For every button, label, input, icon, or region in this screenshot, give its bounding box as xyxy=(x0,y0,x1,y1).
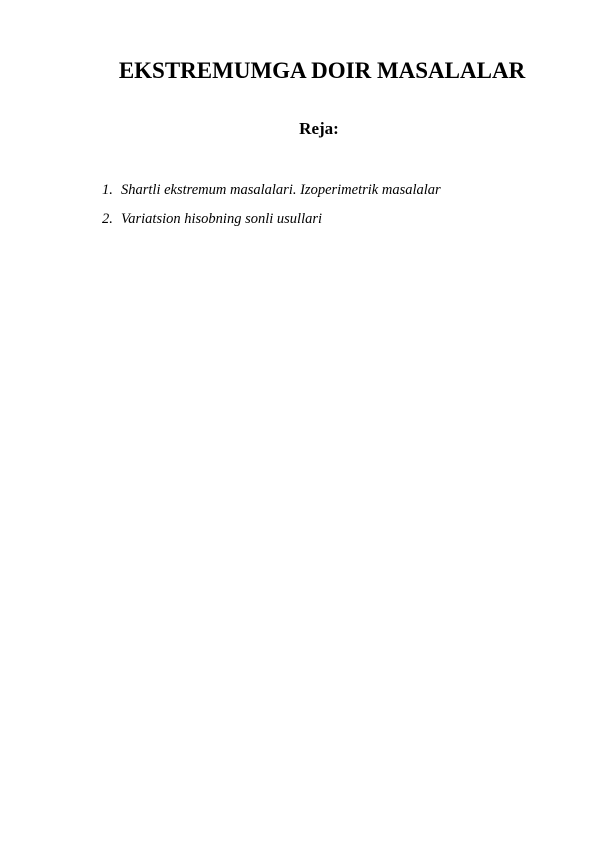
plan-item-text: Shartli ekstremum masalalari. Izoperimetrik masalalar xyxy=(121,182,441,198)
plan-item-number: 1. xyxy=(102,182,113,198)
plan-item-2 xyxy=(102,210,441,239)
plan-list xyxy=(102,181,441,239)
plan-heading: Reja: xyxy=(299,119,339,138)
plan-item-1 xyxy=(102,181,441,210)
document-title: EKSTREMUMGA DOIR MASALALAR xyxy=(118,58,526,83)
plan-item-number: 2. xyxy=(102,211,113,227)
plan-item-text: Variatsion hisobning sonli usullari xyxy=(121,211,323,227)
